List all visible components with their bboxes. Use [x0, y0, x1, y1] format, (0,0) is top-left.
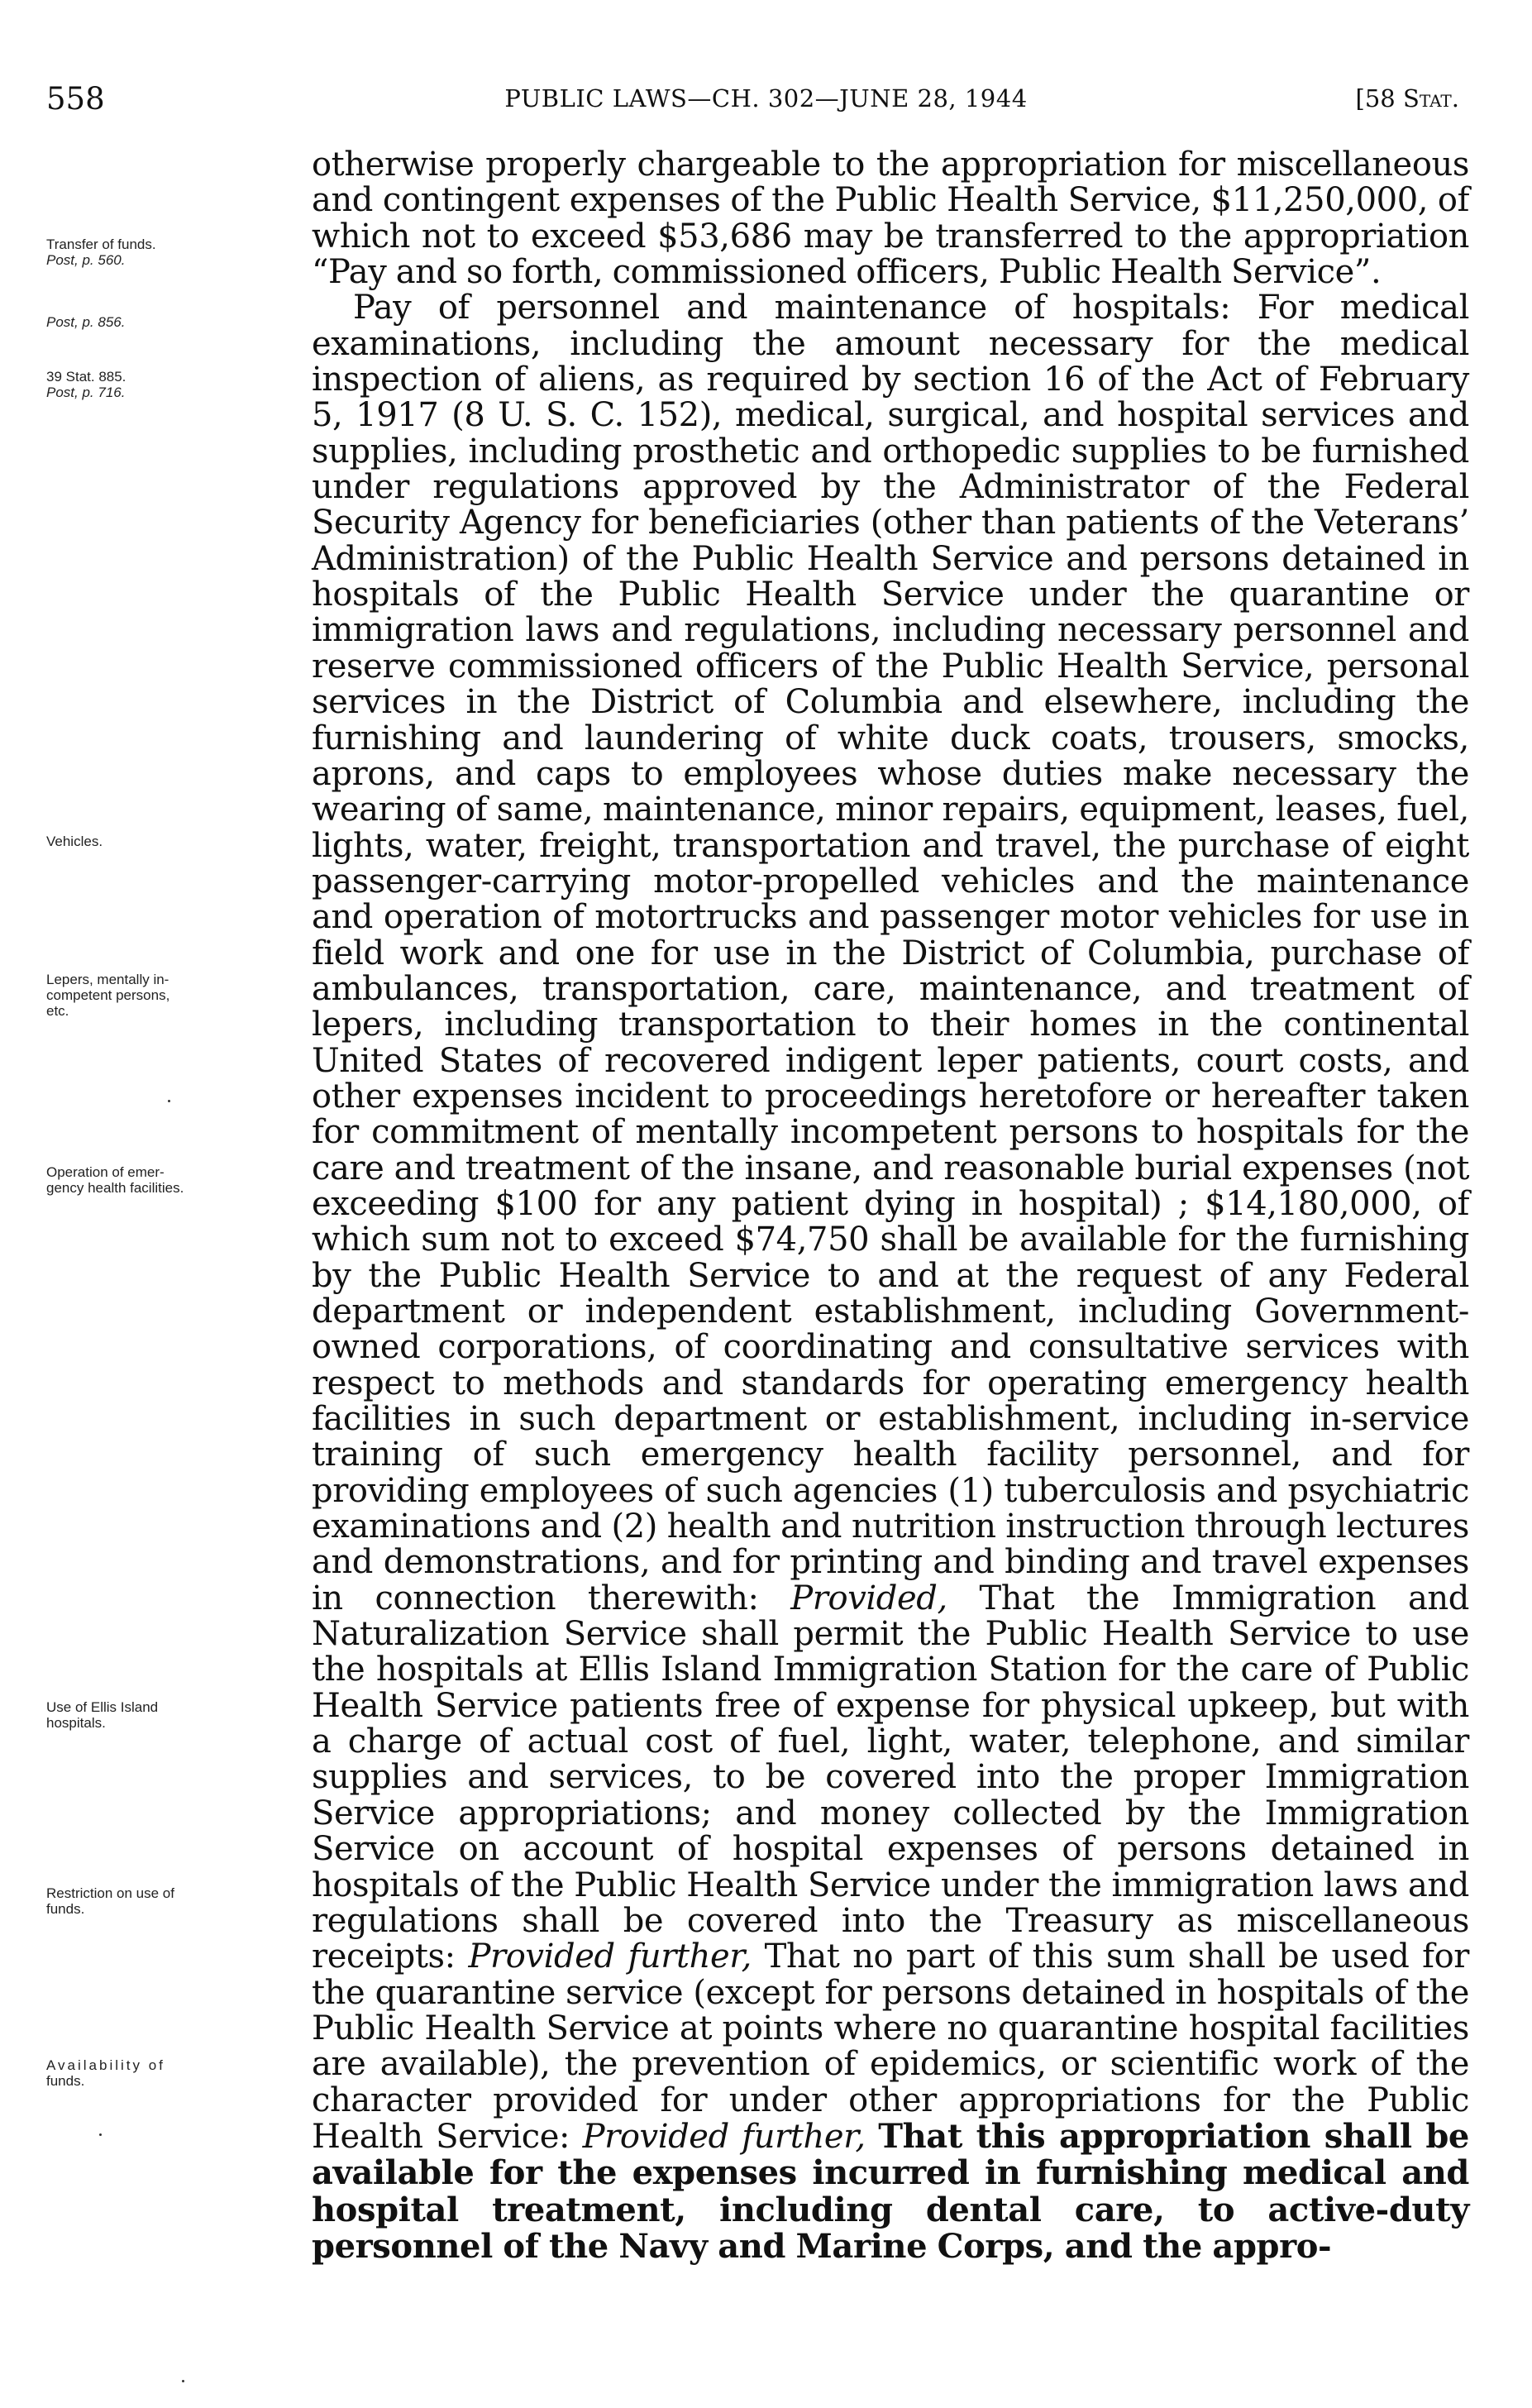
margin-note-line: Restriction on use of: [46, 1885, 174, 1901]
print-speck: [99, 2133, 102, 2136]
margin-note-line: Lepers, mentally in-: [46, 972, 169, 987]
provided-clause-label: Provided,: [790, 1579, 947, 1617]
margin-note-text: 39 Stat. 885.: [46, 369, 126, 385]
page-number: 558: [46, 81, 105, 117]
paragraph-text: That the Immigration and Naturalization Service shall permit the Public Health Service to use the hospitals at Ellis Island Immigration Station for the care of Public Health Service patients free of expense for physical upkeep, but with a charge of actual cost of fuel, light, water, telephone, and similar supplies and services, to be covered into the proper Immigration Service appropriations; and money collected by the Immigration Service on account of hospital expenses of persons detained in hospitals of the Public Health Service under the immigration laws and regulations shall be covered into the Treasury as miscellaneous receipts:: [312, 1579, 1469, 1976]
margin-note-line: etc.: [46, 1003, 69, 1019]
paragraph-text: That no part of this sum shall be used for the quarantine service (except for persons detained in hospitals of the Public Health Service at points where no quarantine hospital facilities are available), the prevention of epidemics, or scientific work of the character provided for under other appropriations for the Public Health Service:: [312, 1937, 1469, 2156]
provided-further-label: Provided further,: [468, 1937, 752, 1976]
margin-note-line: funds.: [46, 1901, 85, 1917]
print-speck: [182, 2380, 184, 2382]
page-header: [0, 81, 1532, 122]
margin-note-line: gency health facilities.: [46, 1180, 184, 1196]
statute-reference: [1356, 84, 1459, 112]
print-speck: [168, 1100, 170, 1102]
provided-further-label: Provided further,: [582, 2117, 866, 2156]
paragraph-pay-of-personnel: [312, 290, 1469, 2265]
margin-note-line: Availability of: [46, 2057, 165, 2073]
margin-note-availability-of-funds: [46, 2057, 303, 2089]
margin-note-lepers: [46, 972, 303, 1019]
margin-note-text: Transfer of funds.: [46, 236, 156, 252]
statute-reference-volume: [58: [1355, 84, 1403, 112]
statute-body-text: [312, 147, 1469, 2265]
margin-note-cross-reference: Post, p. 560.: [46, 252, 126, 268]
margin-note-statute-885: [46, 369, 303, 400]
margin-note-cross-reference: Post, p. 716.: [46, 385, 126, 400]
paragraph-misc-expenses: otherwise properly chargeable to the appropriation for miscellaneous and contingent expenses of the Public Health Service, $11,250,000, of which not to exceed $53,686 may be transferred to the appropriation “Pay and so forth, commissioned officers, Public Health Service”.: [312, 146, 1469, 292]
margin-note-line: funds.: [46, 2073, 85, 2089]
statute-reference-word: Stat.: [1402, 84, 1459, 112]
margin-note-line: hospitals.: [46, 1715, 106, 1731]
margin-note-emergency-health-facilities: [46, 1164, 303, 1196]
paragraph-text-bold: That this appropriation shall be available for the expenses incurred in furnishing medical and hospital treatment, including dental care, to active-duty personnel of the Navy and Marine Corps, and the appro-: [312, 2116, 1469, 2266]
paragraph-text: Pay of personnel and maintenance of hospitals: For medical examinations, including the amount necessary for the medical inspection of aliens, as required by section 16 of the Act of February 5, 1917 (8 U. S. C. 152), medical, surgical, and hospital services and supplies, including prosthetic and orthopedic supplies to be furnished under regulations approved by the Administrator of the Federal Security Agency for beneficiaries (other than patients of the Veterans’ Administration) of the Public Health Service and persons detained in hospitals of the Public Health Service under the quarantine or immigration laws and regulations, including necessary personnel and reserve commissioned officers of the Public Health Service, personal services in the District of Columbia and elsewhere, including the furnishing and laundering of white duck coats, trousers, smocks, aprons, and caps to employees whose duties make necessary the wearing of same, maintenance, minor repairs, equipment, leases, fuel, lights, water, freight, transportation and travel, the purchase of eight passenger-carrying motor-propelled vehicles and the maintenance and operation of motortrucks and passenger motor vehicles for use in field work and one for use in the District of Columbia, purchase of ambulances, transportation, care, maintenance, and treatment of lepers, including transportation to their homes in the continental United States of recovered indigent leper patients, court costs, and other expenses incident to proceedings heretofore or hereafter taken for commitment of mentally incompetent persons to hospitals for the care and treatment of the insane, and reasonable burial expenses (not exceeding $100 for any patient dying in hospital) ; $14,180,000, of which sum not to exceed $74,750 shall be available for the furnishing by the Public Health Service to and at the request of any Federal department or independent establishment, including Government-owned corporations, of coordinating and consultative services with respect to methods and standards for operating emergency health facilities in such department or establishment, including in-service training of such emergency health facility personnel, and for providing employees of such agencies (1) tuberculosis and psychiatric examinations and (2) health and nutrition instruction through lectures and demonstrations, and for printing and binding and travel expenses in connection therewith:: [312, 289, 1469, 1617]
margin-note-line: Operation of emer-: [46, 1164, 165, 1180]
margin-note-vehicles: Vehicles.: [46, 834, 103, 849]
margin-note-restriction-on-use: [46, 1885, 303, 1917]
margin-note-line: Use of Ellis Island: [46, 1699, 159, 1715]
running-head: PUBLIC LAWS—CH. 302—JUNE 28, 1944: [504, 84, 1028, 112]
margin-note-line: competent persons,: [46, 987, 170, 1003]
margin-note-ellis-island: [46, 1699, 303, 1731]
margin-note-transfer-of-funds: [46, 236, 303, 268]
margin-note-post-856: Post, p. 856.: [46, 314, 126, 330]
